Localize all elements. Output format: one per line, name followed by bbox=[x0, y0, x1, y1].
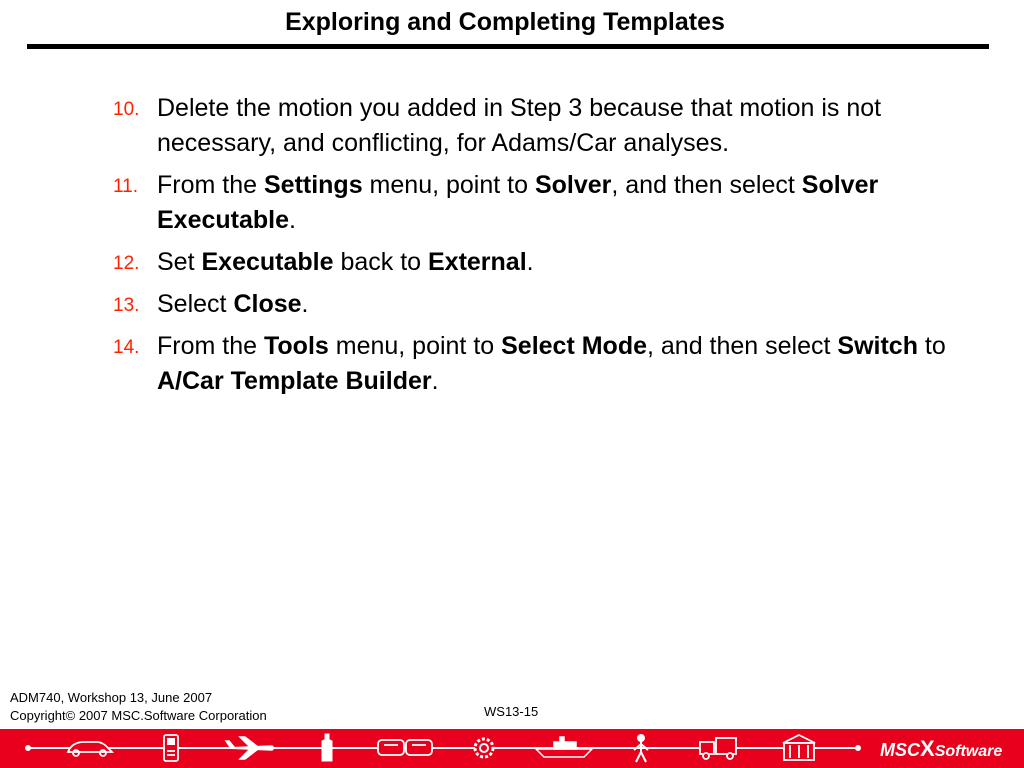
step-text: . bbox=[526, 248, 534, 276]
truck-icon bbox=[700, 738, 736, 759]
phone-icon bbox=[164, 735, 178, 761]
step-text: menu, point to bbox=[362, 171, 535, 199]
footer-credits bbox=[10, 689, 267, 725]
airplane-icon bbox=[226, 737, 274, 759]
human-icon bbox=[634, 735, 648, 762]
step-text: , and then select bbox=[611, 171, 802, 199]
step-item bbox=[113, 91, 973, 161]
footer-workshop: ADM740, Workshop 13, June 2007 bbox=[10, 690, 213, 705]
footer-copyright: Copyright© 2007 MSC.Software Corporation bbox=[10, 708, 267, 723]
step-text: , and then select bbox=[647, 332, 838, 360]
step-text: to bbox=[917, 332, 946, 360]
building-icon bbox=[783, 735, 815, 760]
step-text: From the bbox=[157, 171, 264, 199]
step-text: Set bbox=[157, 248, 202, 276]
logo-x-mark: X bbox=[920, 736, 935, 761]
step-number: 11. bbox=[113, 176, 139, 197]
line-start-dot bbox=[25, 745, 31, 751]
step-item bbox=[113, 329, 973, 399]
step-number: 12. bbox=[113, 253, 140, 274]
title-divider bbox=[27, 44, 989, 49]
step-keyword: Tools bbox=[263, 332, 329, 360]
car-icon bbox=[68, 742, 112, 756]
step-number: 13. bbox=[113, 295, 140, 316]
step-keyword: Settings bbox=[263, 171, 363, 199]
step-number: 10. bbox=[113, 99, 140, 120]
step-keyword: Switch bbox=[837, 332, 918, 360]
step-item bbox=[113, 287, 973, 322]
step-text: . bbox=[301, 290, 309, 318]
bottle-icon bbox=[322, 734, 332, 761]
step-keyword: Executable bbox=[201, 248, 334, 276]
step-number: 14. bbox=[113, 337, 140, 358]
brand-bar bbox=[0, 729, 1024, 768]
slide-title: Exploring and Completing Templates bbox=[285, 8, 725, 36]
step-keyword: Solver bbox=[534, 171, 612, 199]
step-item bbox=[113, 245, 973, 280]
step-text: Delete the motion you added in Step 3 because that motion is not necessary, and conflicting, for Adams/Car analyses. bbox=[157, 94, 882, 157]
step-text: . bbox=[289, 206, 296, 234]
step-keyword: Select Mode bbox=[501, 332, 647, 360]
step-text: back to bbox=[333, 248, 428, 276]
industry-icons-strip bbox=[0, 729, 1024, 768]
step-text: From the bbox=[157, 332, 264, 360]
step-keyword: Solver Executable bbox=[157, 171, 879, 234]
step-item bbox=[113, 168, 973, 238]
msc-software-logo bbox=[880, 737, 1002, 761]
step-list bbox=[113, 91, 973, 406]
logo-msc-text: MSC bbox=[880, 740, 920, 760]
step-text: . bbox=[431, 367, 439, 395]
page-number: WS13-15 bbox=[484, 704, 539, 719]
step-keyword: Close bbox=[233, 290, 302, 318]
logo-software-text: Software bbox=[934, 743, 1003, 760]
line-end-dot bbox=[855, 745, 861, 751]
step-text: menu, point to bbox=[328, 332, 502, 360]
step-keyword: External bbox=[428, 248, 527, 276]
step-keyword: A/Car Template Builder bbox=[157, 367, 432, 395]
gear-icon bbox=[475, 739, 493, 757]
step-text: Select bbox=[157, 290, 234, 318]
